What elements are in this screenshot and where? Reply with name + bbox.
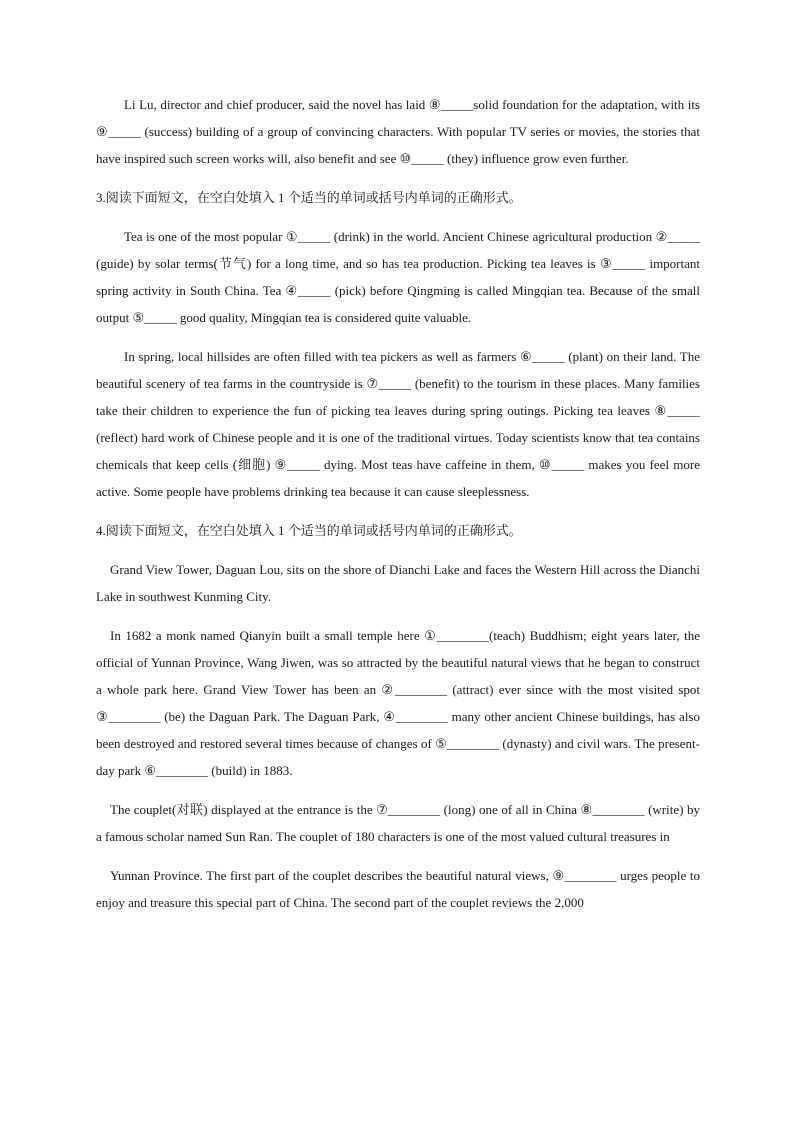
section3-paragraph-1: Tea is one of the most popular ①_____ (drink) in the world. Ancient Chinese agricultural production ②_____ (guide) by solar terms(节气) for a long time, and so has tea production. Picking tea leaves is ③_____ important spring activity in South China. Tea ④_____ (pick) before Qingming is called Mingqian tea. Because of the small output ⑤_____ good quality, Mingqian tea is considered quite valuable. bbox=[96, 229, 700, 325]
section4-paragraph-2: In 1682 a monk named Qianyin built a small temple here ①________(teach) Buddhism; eight years later, the official of Yunnan Province, Wang Jiwen, was so attracted by the beautiful natural views that he began to construct a whole park here. Grand View Tower has been an ②________ (attract) ever since with the most visited spot ③________ (be) the Daguan Park. The Daguan Park, ④________ many other ancient Chinese buildings, has also been destroyed and restored several times because of changes of ⑤________ (dynasty) and civil wars. The present-day park ⑥________ (build) in 1883. bbox=[96, 628, 700, 778]
section4-paragraph-3: The couplet(对联) displayed at the entrance is the ⑦________ (long) one of all in China ⑧________ (write) by a famous scholar named Sun Ran. The couplet of 180 characters is one of the most valued cultural treasures in bbox=[96, 802, 700, 844]
section4-paragraph-1: Grand View Tower, Daguan Lou, sits on the shore of Dianchi Lake and faces the Western Hill across the Dianchi Lake in southwest Kunming City. bbox=[96, 562, 700, 604]
section4-paragraph-4: Yunnan Province. The first part of the couplet describes the beautiful natural views, ⑨________ urges people to enjoy and treasure this special part of China. The second part of the couplet reviews the 2,000 bbox=[96, 868, 700, 910]
section3-paragraph-2: In spring, local hillsides are often filled with tea pickers as well as farmers ⑥_____ (plant) on their land. The beautiful scenery of tea farms in the countryside is ⑦_____ (benefit) to the tourism in these places. Many families take their children to experience the fun of picking tea leaves during spring outings. Picking tea leaves ⑧_____ (reflect) hard work of Chinese people and it is one of the traditional virtues. Today scientists know that tea contains chemicals that keep cells (细胞) ⑨_____ dying. Most teas have caffeine in them, ⑩_____ makes you feel more active. Some people have problems drinking tea because it can cause sleeplessness. bbox=[96, 349, 700, 499]
section3-heading: 3.阅读下面短文，在空白处填入 1 个适当的单词或括号内单词的正确形式。 bbox=[96, 190, 522, 205]
document-page bbox=[96, 0, 700, 916]
section2-paragraph: Li Lu, director and chief producer, said the novel has laid ⑧_____solid foundation for the adaptation, with its ⑨_____ (success) building of a group of convincing characters. With popular TV series or movies, the stories that have inspired such screen works will, also benefit and see ⑩_____ (they) influence grow even further. bbox=[96, 97, 700, 166]
section4-heading: 4.阅读下面短文，在空白处填入 1 个适当的单词或括号内单词的正确形式。 bbox=[96, 523, 522, 538]
